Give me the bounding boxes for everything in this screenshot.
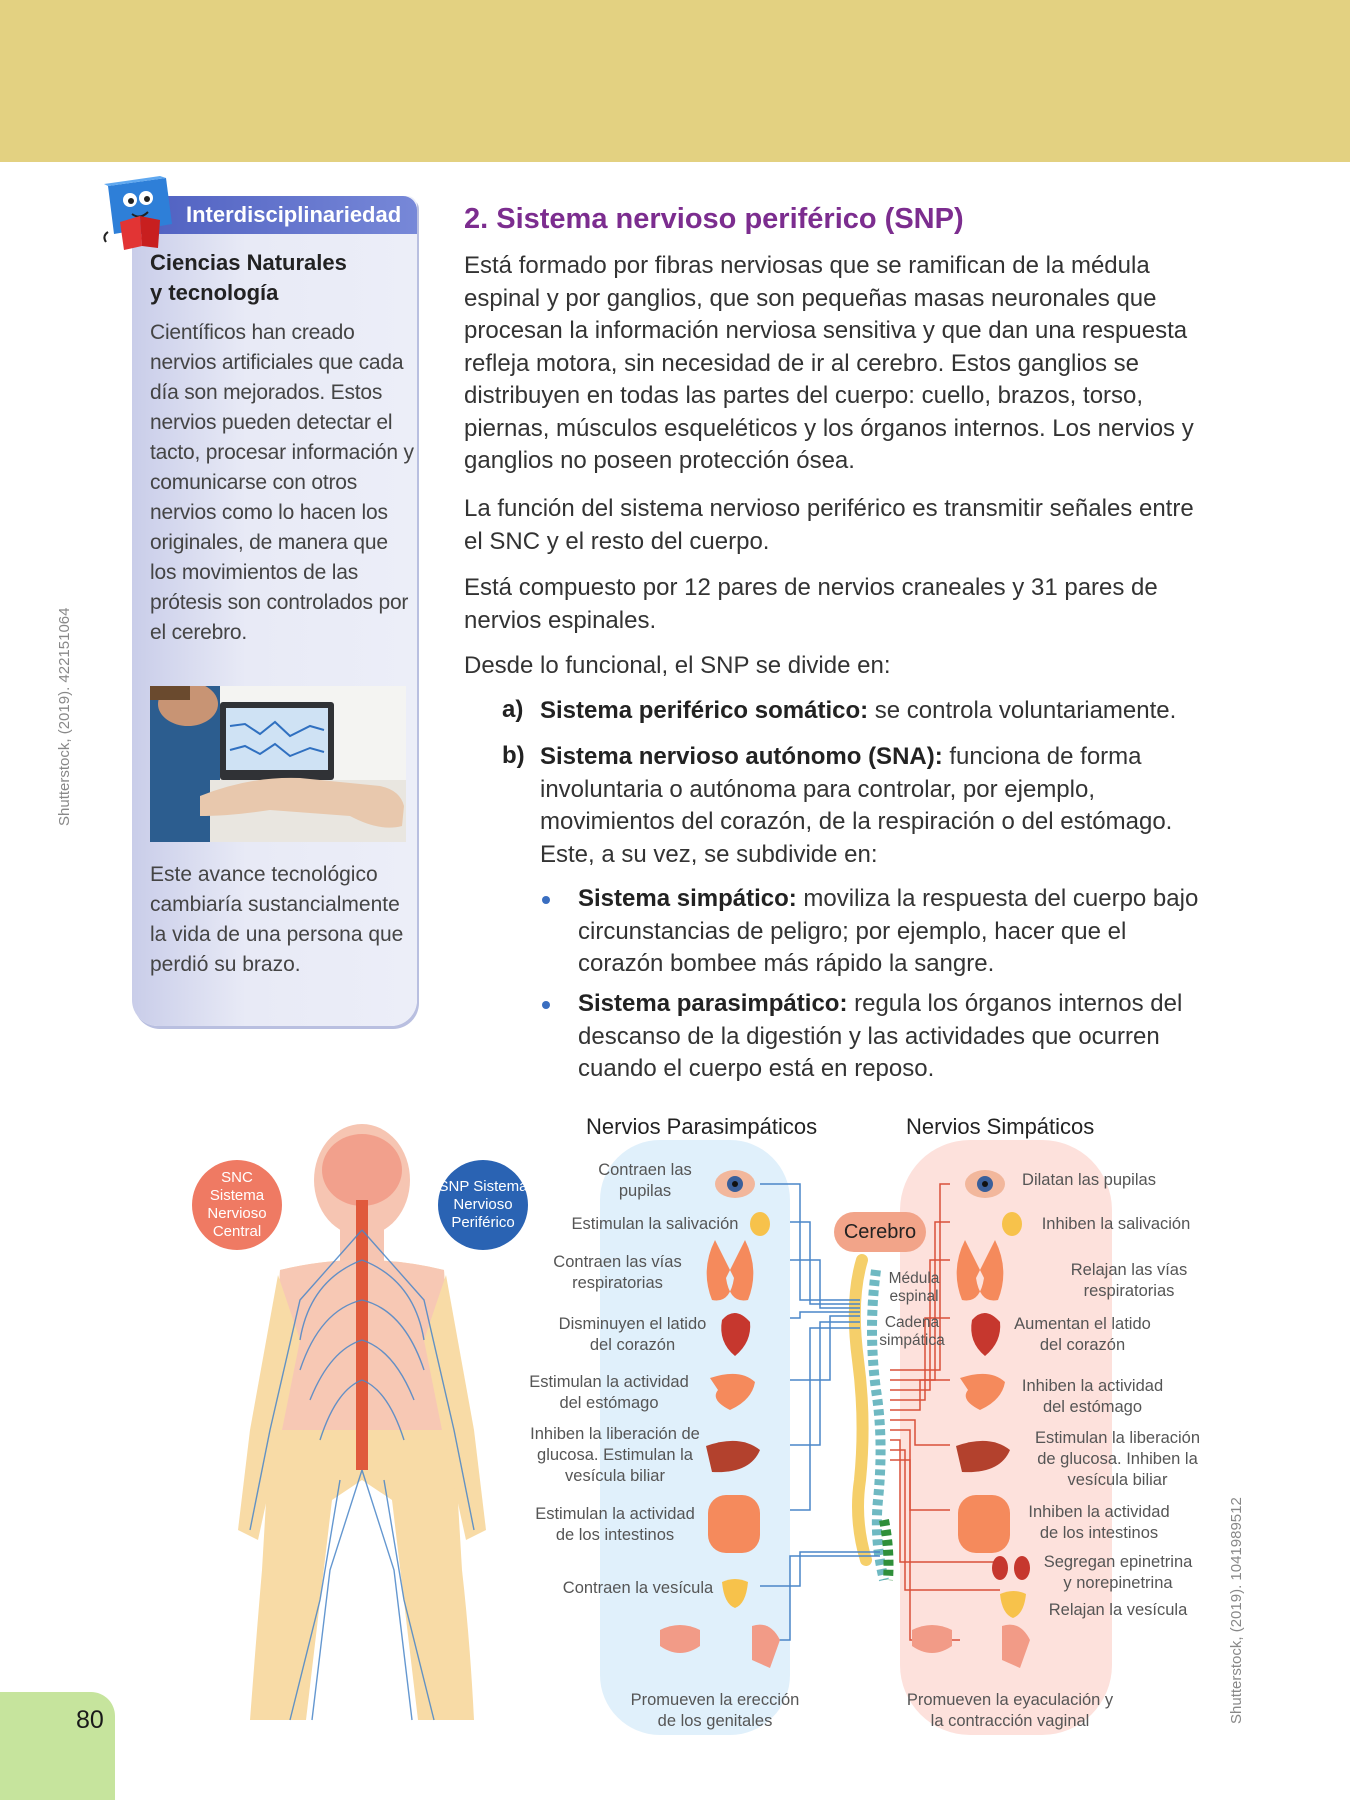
para-label: Promueven la erección de los genitales	[630, 1691, 800, 1730]
list-item-sympathetic: Sistema simpático: moviliza la respuesta del cuerpo bajo circunstancias de peligro; por ejemplo, hacer que el corazón bombee más rápido la sangre.	[578, 885, 1199, 977]
para-column-title: Nervios Parasimpáticos	[586, 1114, 818, 1139]
para-label: Estimulan la salivación	[571, 1215, 739, 1233]
para-label: Estimulan la actividad de los intestinos	[535, 1505, 695, 1544]
cerebro-label: Cerebro	[834, 1212, 926, 1252]
simp-label: Segregan epinetrina y norepinetrina	[1043, 1553, 1193, 1592]
paragraph-2: La función del sistema nervioso periférico es transmitir señales entre el SNC y el resto del cuerpo.	[464, 495, 1194, 555]
medula-label: Médula espinal	[888, 1270, 940, 1305]
section-heading: 2. Sistema nervioso periférico (SNP)	[464, 203, 964, 235]
photo-credit: Shutterstock, (2019). 422151064	[56, 607, 73, 826]
diagram-credit: Shutterstock, (2019). 1041989512	[1228, 1497, 1245, 1724]
page-number: 80	[76, 1706, 104, 1734]
para-label: Estimulan la actividad del estómago	[529, 1373, 689, 1412]
simp-label: Relajan las vías respiratorias	[1070, 1261, 1188, 1300]
para-label: Inhiben la liberación de glucosa. Estimulan la vesícula biliar	[530, 1425, 700, 1485]
simp-label: Dilatan las pupilas	[1022, 1171, 1156, 1189]
snc-badge: SNC Sistema Nervioso Central	[192, 1160, 282, 1250]
list-label-a: a)	[502, 696, 524, 723]
list-label-b: b)	[502, 742, 525, 769]
para-label: Contraen las pupilas	[598, 1161, 692, 1200]
book-mascot-icon	[102, 176, 182, 252]
sidebar-body: Científicos han creado nervios artificiales que cada día son mejorados. Estos nervios pueden detectar el tacto, procesar información y comunicarse con otros nervios como lo hacen los originales, de manera que los movimientos de las prótesis son controlados por el cerebro.	[150, 321, 414, 644]
sidebar-header-text: Interdisciplinariedad	[186, 202, 402, 227]
para-label: Disminuyen el latido del corazón	[558, 1315, 707, 1354]
cadena-label: Cadena simpática	[879, 1314, 945, 1349]
paragraph-4: Desde lo funcional, el SNP se divide en:	[464, 652, 891, 679]
simp-column-title: Nervios Simpáticos	[906, 1114, 1095, 1139]
paragraph-3: Está compuesto por 12 pares de nervios craneales y 31 pares de nervios espinales.	[464, 574, 1158, 634]
paragraph-1: Está formado por fibras nerviosas que se ramifican de la médula espinal y por ganglios, que son pequeñas masas neuronales que procesan la información nerviosa sensitiva y que dan una respuesta refleja motora, sin necesidad de ir al cerebro. Estos ganglios se distribuyen en todas las partes del cuerpo: cuello, brazos, torso, piernas, músculos esqueléticos y los órganos internos. Los nervios y ganglios no poseen protección ósea.	[464, 252, 1194, 474]
list-item-parasympathetic: Sistema parasimpático: regula los órganos internos del descanso de la digestión y las actividades que ocurren cuando el cuerpo está en reposo.	[578, 990, 1183, 1082]
snp-badge: SNP Sistema Nervioso Periférico	[438, 1160, 528, 1250]
simp-label: Inhiben la salivación	[1041, 1215, 1191, 1233]
simp-label: Inhiben la actividad del estómago	[1021, 1377, 1164, 1416]
simp-label: Promueven la eyaculación y la contracción vaginal	[906, 1691, 1114, 1730]
para-label: Contraen las vías respiratorias	[553, 1253, 682, 1292]
bullet-icon	[542, 1001, 550, 1009]
list-item-a: Sistema periférico somático: se controla voluntariamente.	[540, 697, 1177, 724]
list-item-b: Sistema nervioso autónomo (SNA): funciona de forma involuntaria o autónoma para controlar, por ejemplo, movimientos del corazón, de la respiración o del estómago. Este, a su vez, se subdivide en:	[540, 743, 1173, 868]
nervous-system-diagram	[0, 1100, 1350, 1740]
simp-label: Inhiben la actividad de los intestinos	[1028, 1503, 1170, 1542]
simp-label: Aumentan el latido del corazón	[1014, 1315, 1151, 1354]
simp-label: Relajan la vesícula	[1048, 1601, 1188, 1619]
top-color-band	[0, 0, 1350, 162]
prosthesis-photo	[150, 686, 406, 842]
sidebar-conclusion: Este avance tecnológico cambiaría sustancialmente la vida de una persona que perdió su brazo.	[150, 863, 404, 976]
sidebar-title: Ciencias Naturales y tecnología	[150, 250, 347, 305]
simp-label: Estimulan la liberación de glucosa. Inhiben la vesícula biliar	[1034, 1429, 1201, 1489]
bullet-icon	[542, 896, 550, 904]
para-label: Contraen la vesícula	[562, 1579, 714, 1597]
